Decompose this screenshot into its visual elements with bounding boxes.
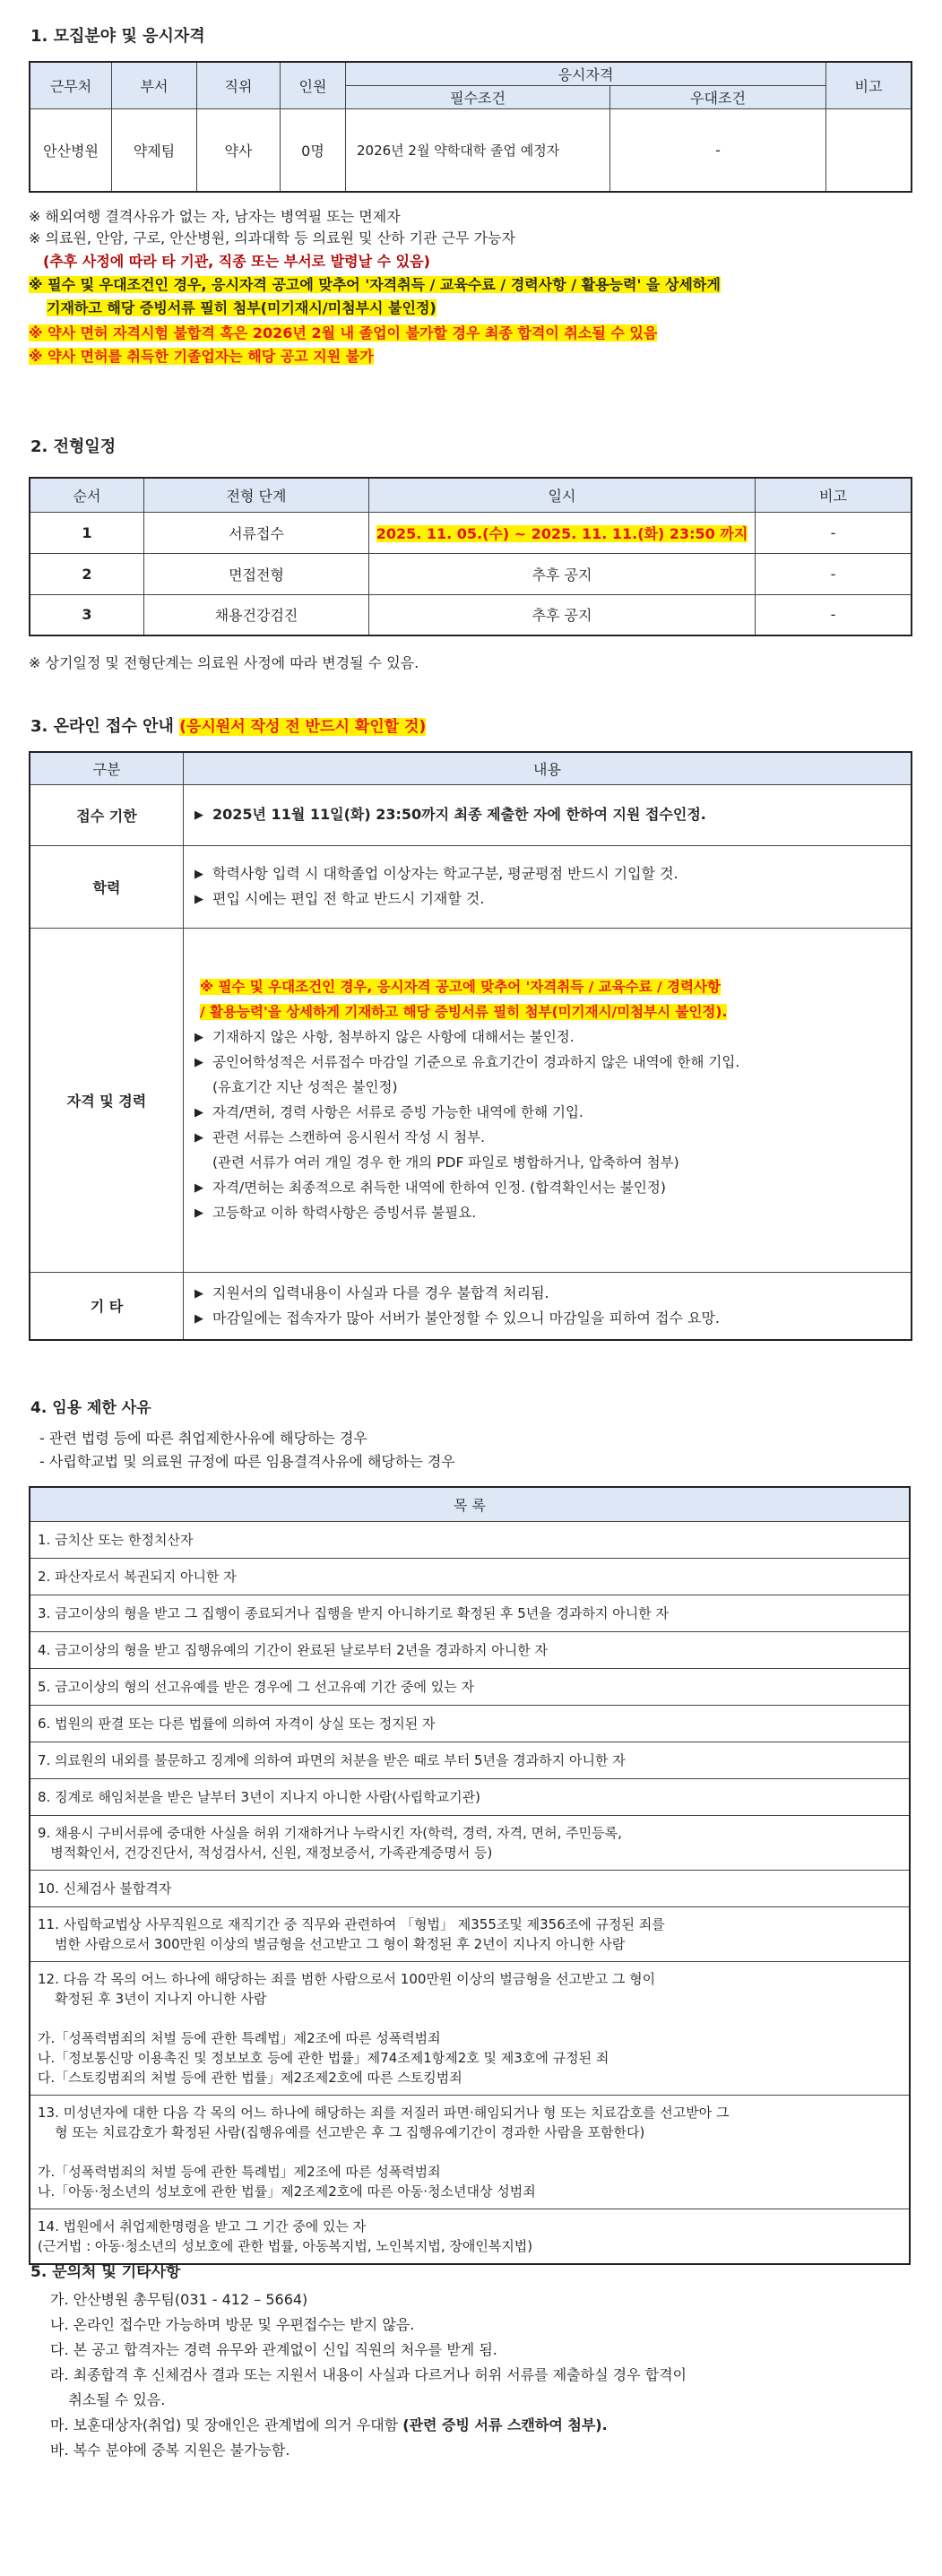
list-item: [30, 1668, 910, 1705]
table-row: [30, 784, 912, 845]
restriction-item: 12. 다음 각 목의 어느 하나에 해당하는 죄를 범한 사람으로서 100만원 이상의 벌금형을 선고받고 그 형이 확정된 후 3년이 지나지 아니한 사람 가.「성폭력범죄의 처벌 등에 관한 특례법」제2조에 따른 성폭력범죄 나.「정보통신망 이용촉진 및 정보보호 등에 관한 법률」제74조제1항제2호 및 제3호에 규정된 죄 다.「스토킹범죄의 처벌 등에 관한 법률」제2조제2호에 따른 스토킹범죄: [30, 1961, 910, 2095]
list-item: [30, 1906, 910, 1961]
contact-item: 가. 안산병원 총무팀(031 - 412 – 5664): [50, 2291, 308, 2308]
header-qualification: 응시자격: [346, 62, 826, 86]
header-preferred: 우대조건: [610, 86, 826, 109]
restriction-item: 13. 미성년자에 대한 다음 각 목의 어느 하나에 해당하는 죄를 저질러 파면·해임되거나 형 또는 치료감호를 선고받아 그 형 또는 치료감호가 확정된 사람(집행유예를 선고받은 후 그 집행유예기간이 경과한 사람을 포함한다) 가.「성폭력범죄의 처벌 등에 관한 특례법」제2조에 따른 성폭력범죄 나.「아동·청소년의 성보호에 관한 법률」제2조제2호에 따른 아동·청소년대상 성범죄: [30, 2095, 910, 2209]
cell-required: 2026년 2월 약학대학 졸업 예정자: [346, 109, 610, 192]
header-workplace: 근무처: [30, 62, 112, 109]
restriction-item: 7. 의료원의 내외를 불문하고 징계에 의하여 파면의 처분을 받은 때로 부터 5년을 경과하지 아니한 자: [30, 1742, 910, 1778]
header-count: 인원: [281, 62, 346, 109]
restriction-item: 3. 금고이상의 형을 받고 그 집행이 종료되거나 집행을 받지 아니하기로 확정된 후 5년을 경과하지 아니한 자: [30, 1595, 910, 1631]
note: (추후 사정에 따라 타 기관, 직종 또는 부서로 발령날 수 있음): [43, 253, 430, 270]
restriction-item: 5. 금고이상의 형의 선고유예를 받은 경우에 그 선고유예 기간 중에 있는 자: [30, 1668, 910, 1705]
cell-date: 추후 공지: [369, 553, 756, 594]
cell-date: 2025. 11. 05.(수) ~ 2025. 11. 11.(화) 23:50 까지: [369, 512, 756, 553]
section-2-title: 2. 전형일정: [30, 437, 117, 456]
cell-etc: ▶ 지원서의 입력내용이 사실과 다를 경우 불합격 처리됨. ▶ 마감일에는 접속자가 많아 서버가 불안정할 수 있으니 마감일을 피하여 접수 요망.: [184, 1272, 912, 1340]
list-item: [30, 1705, 910, 1742]
cell-deadline-label: 접수 기한: [30, 784, 184, 845]
list-item: [30, 2095, 910, 2209]
cell-stage: 면접전형: [144, 553, 369, 594]
cell-edu-label: 학력: [30, 845, 184, 928]
header-stage: 전형 단계: [144, 478, 369, 512]
cell-count: 0명: [281, 109, 346, 192]
table-row: [30, 845, 912, 928]
cell-order: 1: [30, 512, 144, 553]
list-item: [30, 2209, 910, 2264]
cell-etc-label: 기 타: [30, 1272, 184, 1340]
cell-order: 3: [30, 594, 144, 635]
application-table: [29, 751, 912, 1341]
restriction-item: 4. 금고이상의 형을 받고 집행유예의 기간이 완료된 날로부터 2년을 경과하지 아니한 자: [30, 1631, 910, 1668]
cell-date: 추후 공지: [369, 594, 756, 635]
header-category: 구분: [30, 752, 184, 784]
restriction-item: 8. 징계로 해임처분을 받은 날부터 3년이 지나지 아니한 사람(사립학교기관): [30, 1778, 910, 1815]
cell-dept: 약제팀: [112, 109, 197, 192]
header-note: 비고: [756, 478, 912, 512]
note: ※ 의료원, 안암, 구로, 안산병원, 의과대학 등 의료원 및 산하 기관 근무 가능자: [29, 229, 516, 246]
list-item: [30, 1521, 910, 1558]
restriction-item: 9. 채용시 구비서류에 중대한 사실을 허위 기재하거나 누락시킨 자(학력, 경력, 자격, 면허, 주민등록, 병적확인서, 건강진단서, 적성검사서, 신원, 재정보증서, 가족관계증명서 등): [30, 1815, 910, 1870]
cell-note: -: [756, 594, 912, 635]
table-row: [30, 928, 912, 1272]
recruit-table: [29, 61, 912, 193]
header-note: 비고: [826, 62, 912, 109]
cell-deadline: ▶ 2025년 11월 11일(화) 23:50까지 최종 제출한 자에 한하여 지원 접수인정.: [184, 784, 912, 845]
note-highlight: ※ 필수 및 우대조건인 경우, 응시자격 공고에 맞추어 '자격취득 / 교육수료 / 경력사항 / 활용능력' 을 상세하게: [29, 276, 721, 293]
restriction-item: 2. 파산자로서 복권되지 아니한 자: [30, 1558, 910, 1595]
list-item: [30, 1778, 910, 1815]
cell-workplace: 안산병원: [30, 109, 112, 192]
contact-item: 마. 보훈대상자(취업) 및 장애인은 관계법에 의거 우대함 (관련 증빙 서류 스캔하여 첨부).: [50, 2416, 608, 2433]
restriction-table: [29, 1486, 911, 2265]
contact-item: 라. 최종합격 후 신체검사 결과 또는 지원서 내용이 사실과 다르거나 허위 서류를 제출하실 경우 합격이: [50, 2366, 687, 2383]
cell-preferred: -: [610, 109, 826, 192]
section-5-title: 5. 문의처 및 기타사항: [30, 2263, 181, 2281]
header-date: 일시: [369, 478, 756, 512]
header-content: 내용: [184, 752, 912, 784]
note-warning: ※ 약사 면허를 취득한 기졸업자는 해당 공고 지원 불가: [29, 348, 374, 365]
restriction-item: 1. 금치산 또는 한정치산자: [30, 1521, 910, 1558]
intro-line: - 사립학교법 및 의료원 규정에 따른 임용결격사유에 해당하는 경우: [39, 1453, 455, 1470]
list-item: [30, 1595, 910, 1631]
contact-item: 취소될 수 있음.: [50, 2391, 166, 2408]
note-warning: ※ 약사 면허 자격시험 불합격 혹은 2026년 2월 내 졸업이 불가할 경우 최종 합격이 취소될 수 있음: [29, 324, 658, 341]
cell-position: 약사: [197, 109, 281, 192]
cell-note: -: [756, 512, 912, 553]
intro-line: - 관련 법령 등에 따른 취업제한사유에 해당하는 경우: [39, 1430, 367, 1447]
table-row: [30, 594, 912, 635]
restriction-item: 11. 사립학교법상 사무직원으로 재직기간 중 직무와 관련하여 「형법」 제355조및 제356조에 규정된 죄를 범한 사람으로서 300만원 이상의 벌금형을 선고받고 그 형이 확정된 후 2년이 지나지 아니한 사람: [30, 1906, 910, 1961]
list-item: [30, 1742, 910, 1778]
cell-stage: 채용건강검진: [144, 594, 369, 635]
list-item: [30, 1558, 910, 1595]
table-row: [30, 109, 912, 192]
contact-list: [50, 2287, 687, 2463]
cell-qual-label: 자격 및 경력: [30, 928, 184, 1272]
cell-note: -: [756, 553, 912, 594]
contact-item: 바. 복수 분야에 중복 지원은 불가능함.: [50, 2442, 290, 2459]
cell-note: [826, 109, 912, 192]
header-required: 필수조건: [346, 86, 610, 109]
table-row: [30, 1272, 912, 1340]
table-row: [30, 553, 912, 594]
cell-order: 2: [30, 553, 144, 594]
list-item: [30, 1870, 910, 1906]
section-1-title: 1. 모집분야 및 응시자격: [30, 27, 205, 46]
note: ※ 해외여행 결격사유가 없는 자, 남자는 병역필 또는 면제자: [29, 208, 401, 225]
table-row: [30, 512, 912, 553]
section-4-title: 4. 임용 제한 사유: [30, 1399, 151, 1417]
restriction-item: 6. 법원의 판결 또는 다른 법률에 의하여 자격이 상실 또는 정지된 자: [30, 1705, 910, 1742]
cell-qual: ※ 필수 및 우대조건인 경우, 응시자격 공고에 맞추어 '자격취득 / 교육수료 / 경력사항 / 활용능력'을 상세하게 기재하고 해당 증빙서류 필히 첨부(미기재시/미첨부시 불인정). ▶ 기재하지 않은 사항, 첨부하지 않은 사항에 대해서는 불인정. ▶ 공인어학성적은 서류접수 마감일 기준으로 유효기간이 경과하지 않은 내역에 한해 기입. (유효기간 지난 성적은 불인정) ▶ 자격/면허, 경력 사항은 서류로 증빙 가능한 내역에 한해 기입. ▶ 관련 서류는 스캔하여 응시원서 작성 시 첨부. (관련 서류가 여러 개일 경우 한 개의 PDF 파일로 병합하거나, 압축하여 첨부) ▶ 자격/면허는 최종적으로 취득한 내역에 한하여 인정. (합격확인서는 불인정) ▶ 고등학교 이하 학력사항은 증빙서류 불필요.: [184, 928, 912, 1272]
header-list: 목 록: [30, 1487, 910, 1521]
cell-edu: ▶ 학력사항 입력 시 대학졸업 이상자는 학교구분, 평균평점 반드시 기입할 것. ▶ 편입 시에는 편입 전 학교 반드시 기재할 것.: [184, 845, 912, 928]
contact-item: 나. 온라인 접수만 가능하며 방문 및 우편접수는 받지 않음.: [50, 2316, 415, 2333]
section-3-title: 3. 온라인 접수 안내 (응시원서 작성 전 반드시 확인할 것): [30, 717, 427, 736]
header-order: 순서: [30, 478, 144, 512]
schedule-footnote: ※ 상기일정 및 전형단계는 의료원 사정에 따라 변경될 수 있음.: [29, 654, 419, 671]
list-item: [30, 1815, 910, 1870]
restriction-item: 10. 신체검사 불합격자: [30, 1870, 910, 1906]
note-highlight: 기재하고 해당 증빙서류 필히 첨부(미기재시/미첨부시 불인정): [47, 299, 436, 316]
schedule-table: [29, 477, 912, 636]
restriction-item: 14. 법원에서 취업제한명령을 받고 그 기간 중에 있는 자 (근거법 : 아동·청소년의 성보호에 관한 법률, 아동복지법, 노인복지법, 장애인복지법): [30, 2209, 910, 2264]
cell-stage: 서류접수: [144, 512, 369, 553]
header-dept: 부서: [112, 62, 197, 109]
contact-item: 다. 본 공고 합격자는 경력 유무와 관계없이 신입 직원의 처우를 받게 됨.: [50, 2341, 497, 2358]
list-item: [30, 1631, 910, 1668]
header-position: 직위: [197, 62, 281, 109]
list-item: [30, 1961, 910, 2095]
